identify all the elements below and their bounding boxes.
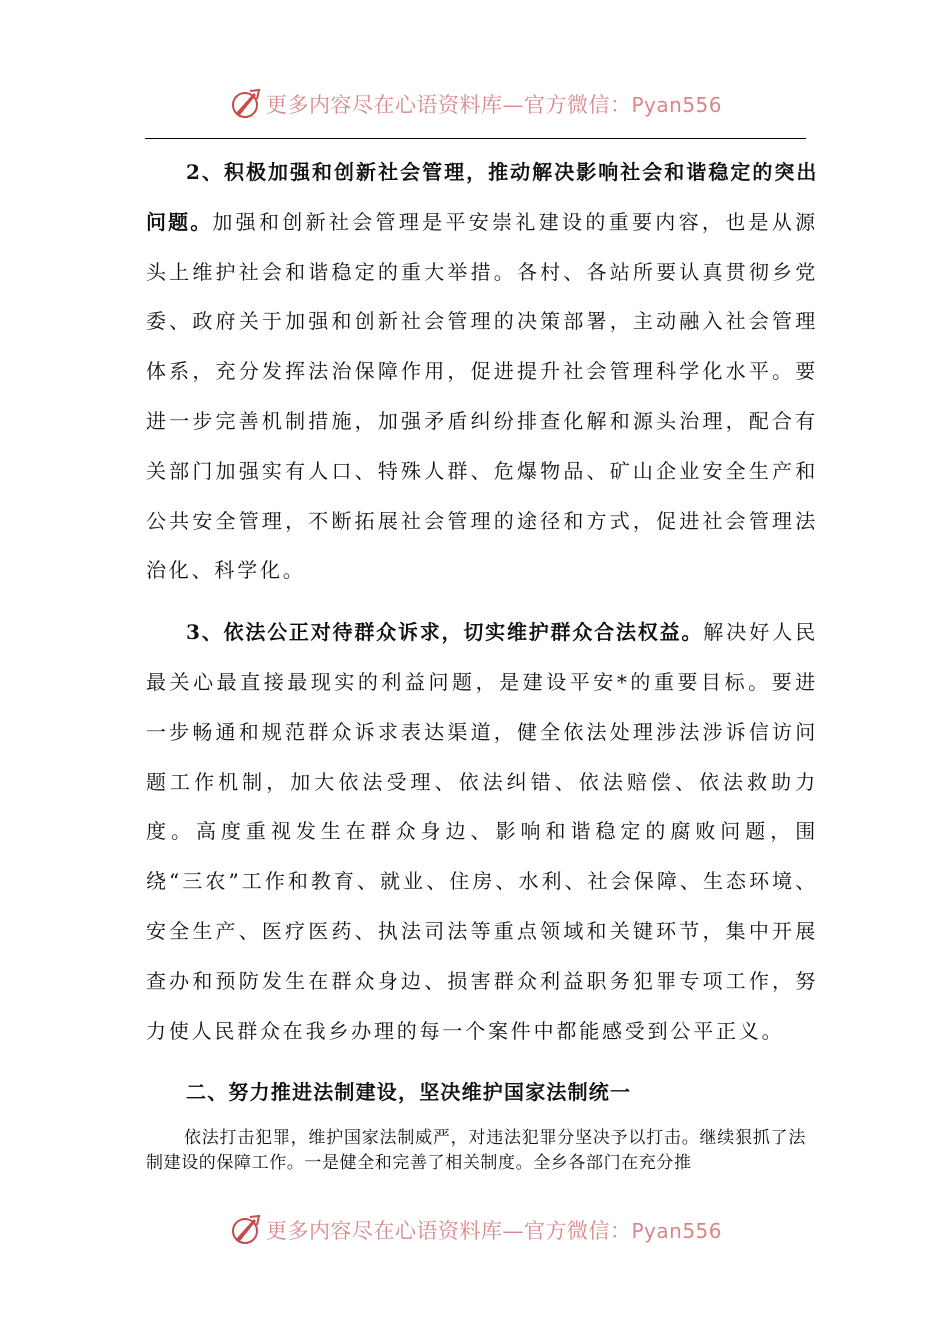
paragraph-3 [146,608,818,1056]
section-heading: 二、努力推进法制建设，坚决维护国家法制统一 [186,1080,632,1105]
quill-logo-icon [228,87,262,121]
document-body [146,148,818,1176]
watermark-header [0,84,950,124]
watermark-text: 更多内容尽在心语资料库—官方微信：Pyan556 [265,1219,722,1243]
paragraph-2-text: 加强和创新社会管理是平安崇礼建设的重要内容，也是从源头上维护社会和谐稳定的重大举措。各村、各站所要认真贯彻乡党委、政府关于加强和创新社会管理的决策部署，主动融入社会管理体系，充分发挥法治保障作用，促进提升社会管理科学化水平。要进一步完善机制措施，加强矛盾纠纷排查化解和源头治理，配合有关部门加强实有人口、特殊人群、危爆物品、矿山企业安全生产和公共安全管理，不断拓展社会管理的途径和方式，促进社会管理法治化、科学化。 [146,209,818,583]
paragraph-3-text: 解决好人民最关心最直接最现实的利益问题，是建设平安*的重要目标。要进一步畅通和规范群众诉求表达渠道，健全依法处理涉法涉诉信访问题工作机制，加大依法受理、依法纠错、依法赔偿、依法救助力度。高度重视发生在群众身边、影响和谐稳定的腐败问题，围绕“三农”工作和教育、就业、住房、水利、社会保障、生态环境、安全生产、医疗医药、执法司法等重点领域和关键环节，集中开展查办和预防发生在群众身边、损害群众利益职务犯罪专项工作，努力使人民群众在我乡办理的每一个案件中都能感受到公平正义。 [146,620,818,1043]
quill-logo-icon [228,1213,262,1247]
watermark-wechat-id: Pyan556 [631,1219,722,1243]
header-rule [145,138,806,139]
section-body: 依法打击犯罪，维护国家法制威严，对违法犯罪分坚决予以打击。继续狠抓了法制建设的保障工作。一是健全和完善了相关制度。全乡各部门在充分推 [146,1128,806,1174]
paragraph-2 [146,148,818,596]
paragraph-2-lead: 2、积极加强和创新社会管理，推动解决影响社会和谐稳定的突出问题。 [146,160,818,234]
watermark-text: 更多内容尽在心语资料库—官方微信：Pyan556 [265,93,722,117]
watermark-footer [0,1210,950,1250]
paragraph-3-lead: 3、依法公正对待群众诉求，切实维护群众合法权益。 [186,620,704,645]
watermark-wechat-id: Pyan556 [631,93,722,117]
